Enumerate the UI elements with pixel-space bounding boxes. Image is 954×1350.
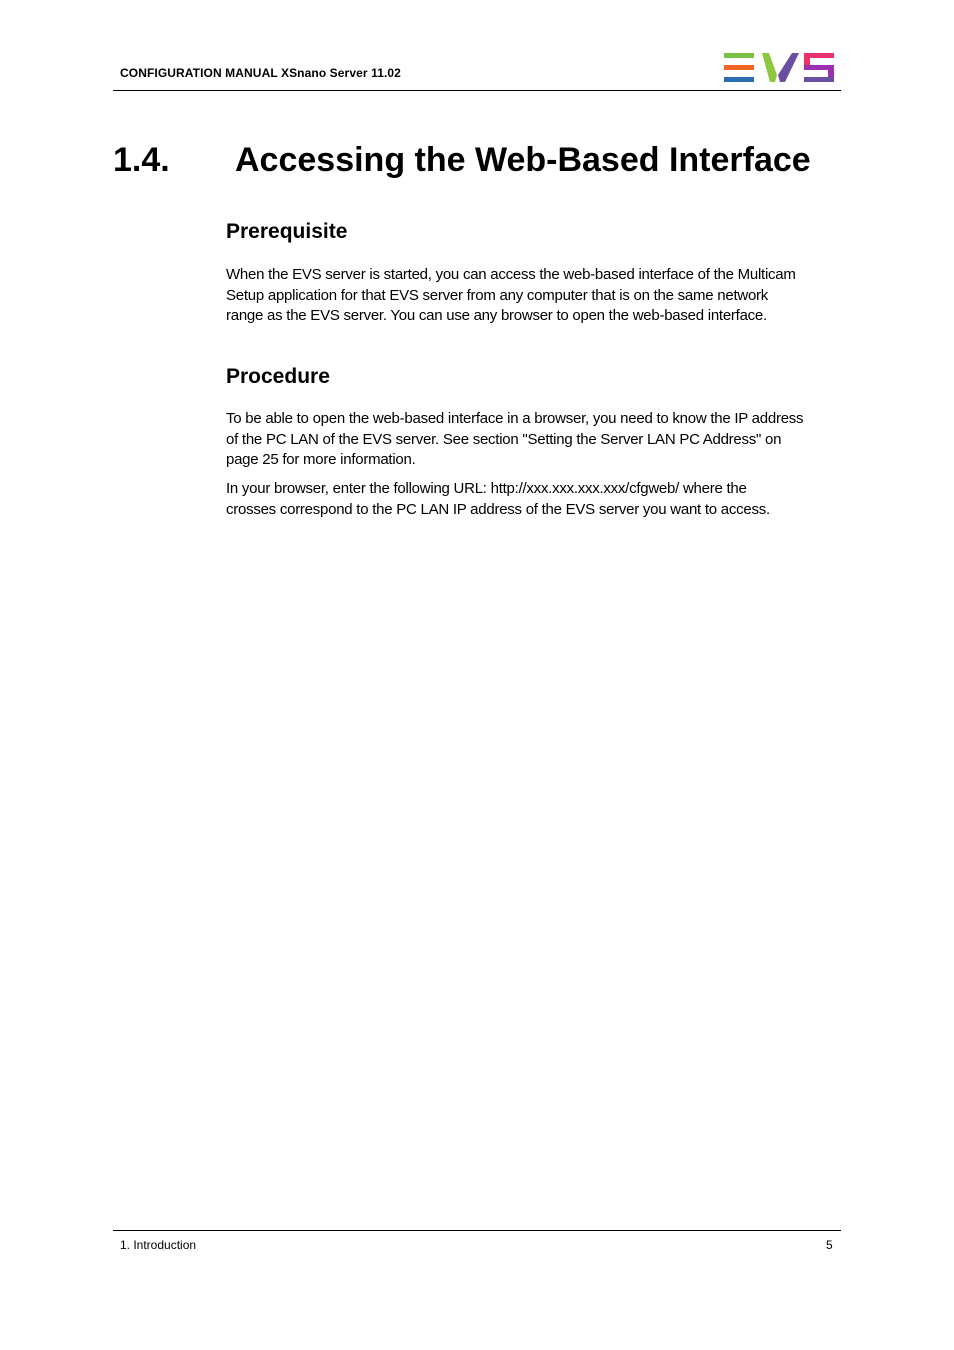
footer-divider xyxy=(113,1230,841,1231)
text-line: To be able to open the web-based interface in a browser, you need to know the IP address xyxy=(226,410,804,427)
procedure-heading: Procedure xyxy=(226,365,330,388)
footer-chapter: 1. Introduction xyxy=(120,1238,197,1252)
text-line: page 25 for more information. xyxy=(226,451,416,468)
text-line: When the EVS server is started, you can access the web-based interface of the Multicam xyxy=(226,266,796,283)
evs-logo xyxy=(724,53,836,82)
prerequisite-paragraph xyxy=(226,265,846,327)
text-line: crosses correspond to the PC LAN IP address of the EVS server you want to access. xyxy=(226,500,770,518)
text-line: range as the EVS server. You can use any browser to open the web-based interface. xyxy=(226,307,767,324)
procedure-paragraph-2 xyxy=(226,479,846,520)
text-line: of the PC LAN of the EVS server. See section "Setting the Server LAN PC Address" on xyxy=(226,430,782,448)
text-line: In your browser, enter the following URL: http://xxx.xxx.xxx.xxx/cfgweb/ where the xyxy=(226,480,747,497)
section-number: 1.4. xyxy=(113,141,170,179)
header-divider xyxy=(113,90,841,91)
section-title: Accessing the Web-Based Interface xyxy=(235,141,811,179)
page-number: 5 xyxy=(826,1238,833,1252)
header-title: CONFIGURATION MANUAL XSnano Server 11.02 xyxy=(120,66,401,80)
text-line: Setup application for that EVS server from any computer that is on the same network xyxy=(226,286,769,304)
procedure-paragraph-1 xyxy=(226,409,846,471)
prerequisite-heading: Prerequisite xyxy=(226,220,348,243)
